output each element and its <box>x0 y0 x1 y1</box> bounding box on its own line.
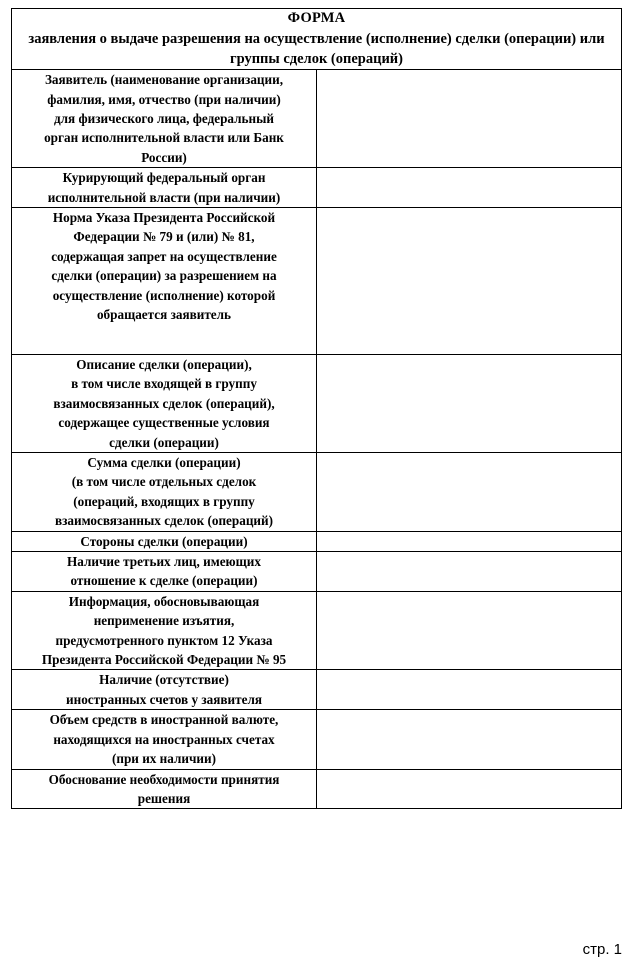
form-header-cell <box>12 9 622 70</box>
table-row <box>12 453 622 532</box>
table-row <box>12 670 622 710</box>
table-row <box>12 591 622 670</box>
field-label-supervising-authority <box>12 168 317 208</box>
field-label-line: Норма Указа Президента Российской <box>52 209 276 225</box>
field-label-line: (при их наличии) <box>111 751 217 767</box>
table-row <box>12 207 622 354</box>
field-label-line: для физического лица, федеральный <box>53 110 274 126</box>
field-label-line: содержащее существенные условия <box>58 415 270 431</box>
field-label-line: в том числе входящей в группу <box>71 376 257 392</box>
field-value-transaction-description[interactable] <box>317 354 622 452</box>
field-label-line: осуществление (исполнение) которой <box>52 287 276 303</box>
field-label-line: Федерации № 79 и (или) № 81, <box>73 229 255 245</box>
table-row <box>12 769 622 809</box>
field-label-line: предусмотренного пунктом 12 Указа <box>55 632 273 648</box>
page-subtitle-line-2: (операции) или группы сделок (операций) <box>229 31 605 68</box>
field-value-transaction-parties[interactable] <box>317 531 622 551</box>
field-label-line: Заявитель (наименование организации, <box>44 72 284 88</box>
field-label-line: фамилия, имя, отчество (при наличии) <box>47 91 281 107</box>
table-row <box>12 531 622 551</box>
field-label-line: исполнительной власти (при наличии) <box>47 189 281 205</box>
field-label-line: сделки (операции) <box>109 434 219 450</box>
field-value-decree-norm[interactable] <box>317 207 622 354</box>
field-label-decision-justification <box>12 769 317 809</box>
field-label-line: неприменение изъятия, <box>93 613 235 629</box>
field-label-line: России) <box>141 149 187 165</box>
field-label-line: Наличие (отсутствие) <box>99 672 229 688</box>
field-label-applicant <box>12 70 317 168</box>
field-label-line: Сумма сделки (операции) <box>87 455 241 470</box>
field-value-exemption-justification[interactable] <box>317 591 622 670</box>
field-value-applicant[interactable] <box>317 70 622 168</box>
field-label-exemption-justification <box>12 591 317 670</box>
field-value-foreign-currency-volume[interactable] <box>317 710 622 769</box>
field-label-decree-norm <box>12 207 317 354</box>
field-label-line: Обоснование необходимости принятия <box>48 771 280 787</box>
form-table-body <box>12 9 622 809</box>
table-row <box>12 710 622 769</box>
field-label-third-parties <box>12 552 317 592</box>
table-row <box>12 168 622 208</box>
field-label-line: Президента Российской Федерации № 95 <box>41 652 287 668</box>
field-label-line: Стороны сделки (операции) <box>80 533 248 549</box>
field-label-transaction-description <box>12 354 317 452</box>
page-subtitle <box>12 29 621 69</box>
field-label-line: иностранных счетов у заявителя <box>66 691 262 707</box>
application-form-table <box>11 8 622 809</box>
field-label-line: находящихся на иностранных счетах <box>53 731 275 747</box>
page-number-label: стр. 1 <box>582 941 622 958</box>
field-label-transaction-amount <box>12 453 317 532</box>
field-label-line: решения <box>137 790 191 806</box>
table-row <box>12 354 622 452</box>
field-label-line: сделки (операции) за разрешением на <box>51 268 277 284</box>
table-row <box>12 552 622 592</box>
field-label-line: Наличие третьих лиц, имеющих <box>67 554 261 570</box>
field-value-transaction-amount[interactable] <box>317 453 622 532</box>
field-label-line: Объем средств в иностранной валюте, <box>49 712 279 728</box>
field-label-line: взаимосвязанных сделок (операций), <box>53 395 275 411</box>
page-title: ФОРМА <box>287 10 346 26</box>
field-label-transaction-parties <box>12 531 317 551</box>
field-label-line: Информация, обосновывающая <box>68 593 260 609</box>
field-label-line: взаимосвязанных сделок (операций) <box>54 513 274 529</box>
field-label-line: (в том числе отдельных сделок <box>71 474 257 490</box>
field-value-decision-justification[interactable] <box>317 769 622 809</box>
field-label-foreign-currency-volume <box>12 710 317 769</box>
field-label-foreign-accounts-presence <box>12 670 317 710</box>
form-header-row <box>12 9 622 70</box>
field-label-line: отношение к сделке (операции) <box>70 573 258 589</box>
page-subtitle-line-1: заявления о выдаче разрешения на осуществление (исполнение) сделки <box>28 31 501 48</box>
field-value-third-parties[interactable] <box>317 552 622 592</box>
table-row <box>12 70 622 168</box>
field-value-supervising-authority[interactable] <box>317 168 622 208</box>
field-label-line: (операций, входящих в группу <box>73 493 255 509</box>
field-label-line: Описание сделки (операции), <box>76 356 252 372</box>
field-label-line: обращается заявитель <box>96 307 232 322</box>
field-value-foreign-accounts-presence[interactable] <box>317 670 622 710</box>
field-label-line: Курирующий федеральный орган <box>62 170 266 186</box>
field-label-line: содержащая запрет на осуществление <box>51 248 277 264</box>
field-label-line: орган исполнительной власти или Банк <box>44 130 284 146</box>
